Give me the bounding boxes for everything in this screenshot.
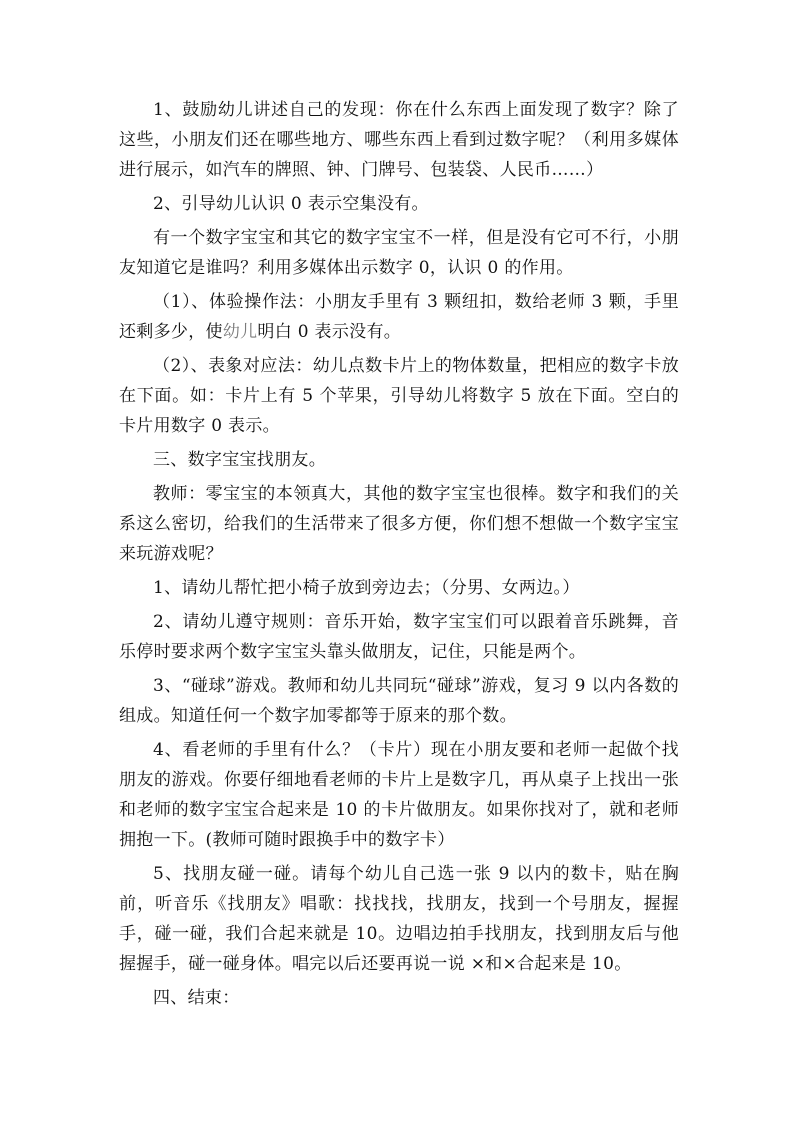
paragraph-step-5-find-friends: 5、找朋友碰一碰。请每个幼儿自己选一张 9 以内的数卡，贴在胸前，听音乐《找朋友》唱歌：找找找，找朋友，找到一个号朋友，握握手，碰一碰，我们合起来就是 10。边唱边拍手找朋友，找到朋友后与他握握手，碰一碰身体。唱完以后还要再说一说 ×和×合起来是 10。: [119, 864, 679, 974]
paragraph-teacher-speech: 教师：零宝宝的本领真大，其他的数字宝宝也很棒。数字和我们的关系这么密切，给我们的生活带来了很多方便，你们想不想做一个数字宝宝来玩游戏呢？: [119, 484, 679, 564]
section-heading-4-end: 四、结束：: [153, 988, 240, 1008]
paragraph-step-1-chairs: 1、请幼儿帮忙把小椅子放到旁边去；（分男、女两边。）: [153, 578, 580, 598]
document-body: [119, 95, 679, 1013]
paragraph-1-encourage-discovery: 1、鼓励幼儿讲述自己的发现：你在什么东西上面发现了数字？除了这些，小朋友们还在哪些地方、哪些东西上看到过数字呢？（利用多媒体进行展示，如汽车的牌照、钟、门牌号、包装袋、人民币……）: [119, 100, 679, 180]
paragraph-4-operation-method: [119, 287, 679, 347]
paragraph-4-highlight: 幼儿: [222, 322, 258, 342]
section-heading-3: 三、数字宝宝找朋友。: [153, 450, 326, 470]
paragraph-step-4-card-game: 4、看老师的手里有什么？（卡片）现在小朋友要和老师一起做个找朋友的游戏。你要仔细地看老师的卡片上是数字几，再从桌子上找出一张和老师的数字宝宝合起来是 10 的卡片做朋友。如果你找对了，就和老师拥抱一下。(教师可随时跟换手中的数字卡）: [119, 740, 679, 850]
paragraph-5-correspondence-method: （2）、表象对应法：幼儿点数卡片上的物体数量，把相应的数字卡放在下面。如：卡片上有 5 个苹果，引导幼儿将数字 5 放在下面。空白的卡片用数字 0 表示。: [119, 356, 679, 436]
paragraph-4-part-a: （1）、体验操作法：小朋友手里有 3 颗纽扣，数给老师 3 颗，手里还剩多少，使: [119, 292, 679, 342]
paragraph-step-2-rules: 2、请幼儿遵守规则：音乐开始，数字宝宝们可以跟着音乐跳舞，音乐停时要求两个数字宝宝头靠头做朋友，记住，只能是两个。: [119, 612, 679, 662]
paragraph-3-zero-intro: 有一个数字宝宝和其它的数字宝宝不一样，但是没有它可不行，小朋友知道它是谁吗？利用多媒体出示数字 0，认识 0 的作用。: [119, 228, 679, 278]
paragraph-2-zero-empty-set: 2、引导幼儿认识 0 表示空集没有。: [153, 194, 429, 214]
paragraph-4-part-b: 明白 0 表示没有。: [257, 322, 402, 342]
paragraph-step-3-ball-game: 3、“碰球”游戏。教师和幼儿共同玩“碰球”游戏，复习 9 以内各数的组成。知道任何一个数字加零都等于原来的那个数。: [119, 676, 679, 726]
